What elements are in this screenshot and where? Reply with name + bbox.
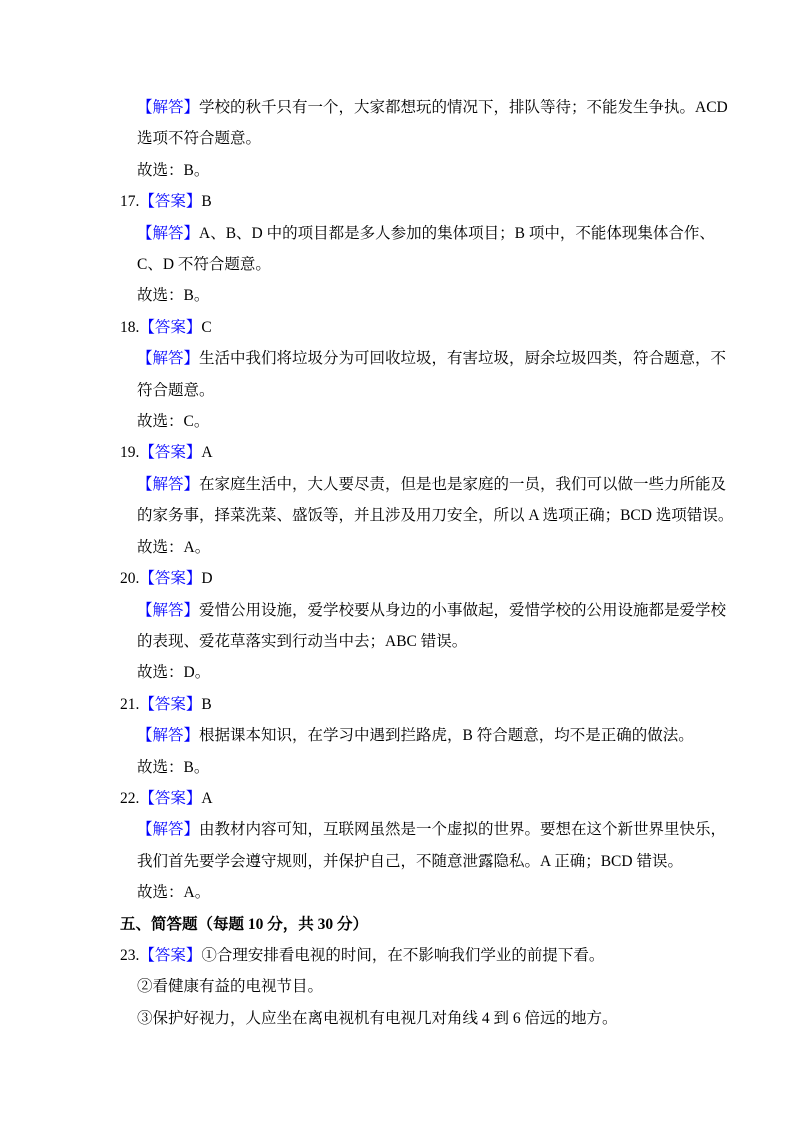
text-segment: 故选：B。 — [137, 161, 210, 179]
bracket-label: 【解答】 — [137, 350, 200, 368]
text-segment: 故选：B。 — [137, 758, 210, 776]
section-heading — [0, 909, 794, 940]
text-segment: C — [201, 318, 212, 336]
bracket-label: 【答案】 — [139, 946, 202, 964]
text-segment: D — [201, 570, 213, 588]
text-segment: 五、简答题（每题 10 分，共 30 分） — [120, 915, 369, 933]
text-segment: 的家务事，择菜洗菜、盛饭等，并且涉及用刀安全，所以 A 选项正确；BCD 选项错误。 — [137, 507, 734, 525]
document-line — [0, 595, 794, 626]
text-segment: 故选：A。 — [137, 884, 211, 902]
bracket-label: 【解答】 — [137, 99, 200, 116]
bracket-label: 【解答】 — [137, 601, 200, 619]
document-line — [0, 532, 794, 563]
document-line — [0, 155, 794, 186]
text-segment: ②看健康有益的电视节目。 — [137, 978, 324, 996]
document-line — [0, 752, 794, 783]
document-line — [0, 406, 794, 437]
document-line — [0, 720, 794, 751]
bracket-label: 【答案】 — [139, 193, 202, 211]
text-segment: 20. — [120, 570, 140, 588]
text-segment: 故选：A。 — [137, 538, 211, 556]
text-segment: 21. — [120, 695, 140, 713]
document-line — [0, 92, 794, 123]
text-segment: 17. — [120, 193, 140, 211]
text-segment: 由教材内容可知，互联网虽然是一个虚拟的世界。要想在这个新世界里快乐， — [199, 821, 727, 839]
bracket-label: 【答案】 — [139, 318, 202, 336]
answer-item-line — [0, 186, 794, 217]
text-segment: C、D 不符合题意。 — [137, 256, 271, 274]
text-segment: B — [201, 695, 212, 713]
document-line — [0, 877, 794, 908]
text-segment: 19. — [120, 444, 140, 462]
text-segment: 的表现、爱花草落实到行动当中去；ABC 错误。 — [137, 632, 468, 650]
text-segment: 故选：B。 — [137, 287, 210, 305]
document-line — [0, 343, 794, 374]
text-segment: A — [201, 789, 213, 807]
document-line — [0, 814, 794, 845]
document-line — [0, 249, 794, 280]
document-line — [0, 971, 794, 1002]
document-line — [0, 375, 794, 406]
bracket-label: 【解答】 — [137, 475, 200, 493]
document-line — [0, 657, 794, 688]
document-line — [0, 626, 794, 657]
bracket-label: 【解答】 — [137, 224, 200, 242]
document-line — [0, 280, 794, 311]
text-segment: 22. — [120, 789, 140, 807]
document-line — [0, 500, 794, 531]
bracket-label: 【答案】 — [139, 444, 202, 462]
text-segment: 学校的秋千只有一个，大家都想玩的情况下，排队等待；不能发生争执。ACD — [199, 99, 728, 116]
bracket-label: 【解答】 — [137, 727, 200, 745]
text-segment: 在家庭生活中，大人要尽责，但是也是家庭的一员，我们可以做一些力所能及 — [199, 475, 727, 493]
text-segment: 18. — [120, 318, 140, 336]
text-segment: ③保护好视力，人应坐在离电视机有电视几对角线 4 到 6 倍远的地方。 — [137, 1009, 618, 1027]
text-segment: A、B、D 中的项目都是多人参加的集体项目；B 项中，不能体现集体合作、 — [199, 224, 715, 242]
bracket-label: 【解答】 — [137, 821, 200, 839]
bracket-label: 【答案】 — [139, 695, 202, 713]
text-segment: B — [201, 193, 212, 211]
text-segment: 故选：C。 — [137, 413, 210, 431]
text-segment: ①合理安排看电视的时间，在不影响我们学业的前提下看。 — [201, 946, 605, 964]
bracket-label: 【答案】 — [139, 789, 202, 807]
bracket-label: 【答案】 — [139, 570, 202, 588]
text-segment: 故选：D。 — [137, 664, 211, 682]
text-segment: 我们首先要学会遵守规则，并保护自己，不随意泄露隐私。A 正确；BCD 错误。 — [137, 852, 683, 870]
document-line — [0, 1003, 794, 1034]
answer-item-line — [0, 783, 794, 814]
text-segment: 根据课本知识，在学习中遇到拦路虎，B 符合题意，均不是正确的做法。 — [199, 727, 694, 745]
text-segment: 符合题意。 — [137, 381, 215, 399]
text-segment: A — [201, 444, 213, 462]
document-line — [0, 218, 794, 249]
text-segment: 23. — [120, 946, 140, 964]
answer-item-line — [0, 437, 794, 468]
text-segment: 选项不符合题意。 — [137, 130, 262, 148]
answer-item-line — [0, 940, 794, 971]
answer-item-line — [0, 689, 794, 720]
answer-item-line — [0, 563, 794, 594]
document-line — [0, 469, 794, 500]
text-segment: 生活中我们将垃圾分为可回收垃圾，有害垃圾，厨余垃圾四类，符合题意，不 — [199, 350, 727, 368]
document-line — [0, 846, 794, 877]
document-line — [0, 123, 794, 154]
text-segment: 爱惜公用设施，爱学校要从身边的小事做起，爱惜学校的公用设施都是爱学校 — [199, 601, 727, 619]
answer-item-line — [0, 312, 794, 343]
